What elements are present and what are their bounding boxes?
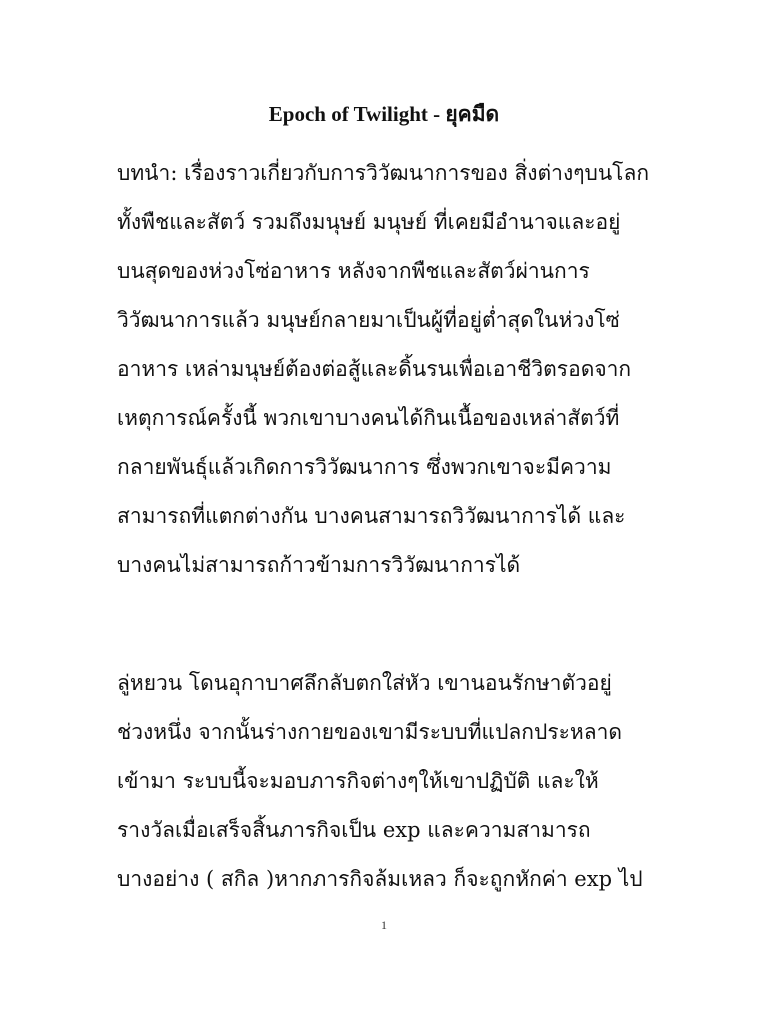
text-line: วิวัฒนาการแล้ว มนุษย์กลายมาเป็นผู้ที่อยู่ต่ำสุดในห่วงโซ่ [117,308,620,332]
paragraph-story [117,665,677,910]
document-title: Epoch of Twilight - ยุคมืด [268,102,500,126]
text-line: อาหาร เหล่ามนุษย์ต้องต่อสู้และดิ้นรนเพื่อเอาชีวิตรอดจาก [117,357,632,381]
text-line: สามารถที่แตกต่างกัน บางคนสามารถวิวัฒนาการได้ และ [117,504,626,528]
text-line: เหตุการณ์ครั้งนี้ พวกเขาบางคนได้กินเนื้อของเหล่าสัตว์ที่ [117,406,620,430]
text-line: ทั้งพืชและสัตว์ รวมถึงมนุษย์ มนุษย์ ที่เคยมีอำนาจและอยู่ [117,210,621,234]
text-line: กลายพันธุ์แล้วเกิดการวิวัฒนาการ ซึ่งพวกเขาจะมีความ [117,455,612,479]
page-number: 1 [381,918,387,932]
text-line: บางคนไม่สามารถก้าวข้ามการวิวัฒนาการได้ [117,553,521,577]
text-line: บทนำ: เรื่องราวเกี่ยวกับการวิวัฒนาการของ สิ่งต่างๆบนโลก [117,161,650,185]
text-line: รางวัลเมื่อเสร็จสิ้นภารกิจเป็น exp และความสามารถ [117,818,591,842]
text-line: บนสุดของห่วงโซ่อาหาร หลังจากพืชและสัตว์ผ่านการ [117,259,590,283]
text-line: ช่วงหนึ่ง จากนั้นร่างกายของเขามีระบบที่แปลกประหลาด [117,720,623,744]
text-line: เข้ามา ระบบนี้จะมอบภารกิจต่างๆให้เขาปฏิบัติ และให้ [117,769,599,793]
paragraph-intro [117,155,677,596]
text-line: ลู่หยวน โดนอุกาบาศลึกลับตกใส่หัว เขานอนรักษาตัวอยู่ [117,671,612,695]
text-line: บางอย่าง ( สกิล )หากภารกิจล้มเหลว ก็จะถูกหักค่า exp ไป [117,867,643,891]
